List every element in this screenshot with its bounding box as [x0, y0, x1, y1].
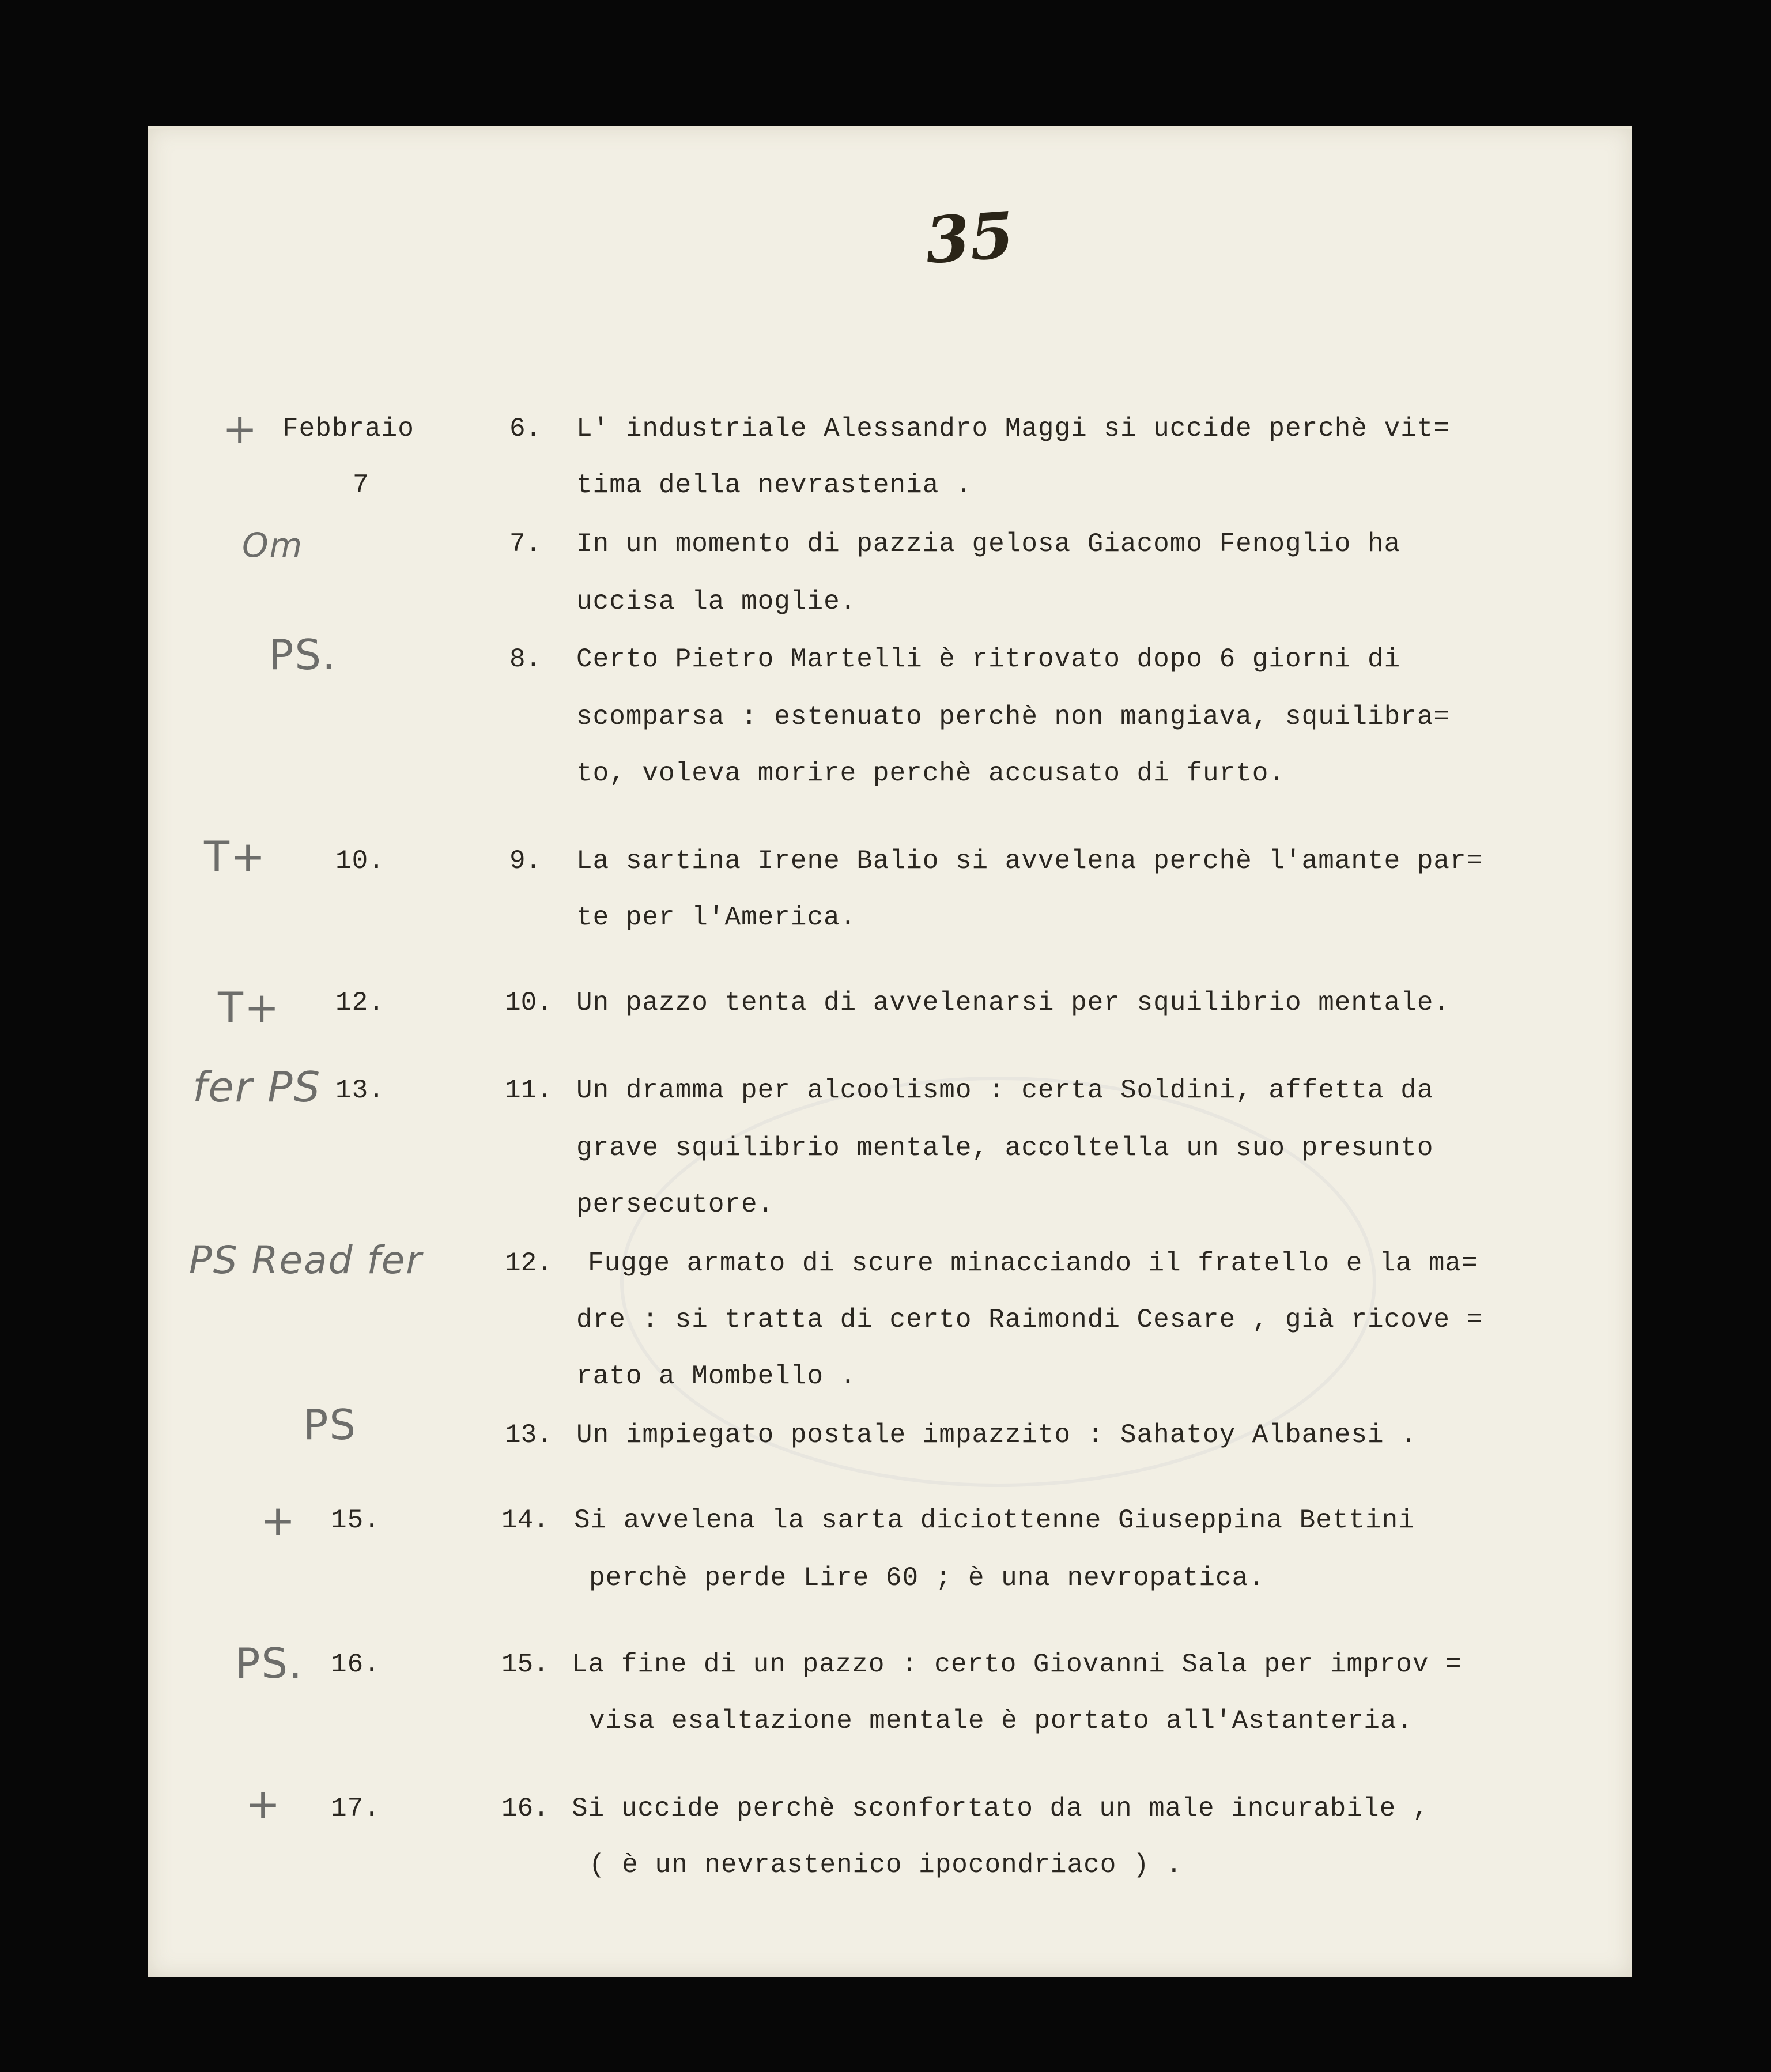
margin-annotation: fer PS [192, 1063, 322, 1111]
margin-annotation: PS. [269, 631, 337, 679]
margin-annotation: PS. [235, 1639, 304, 1688]
entry-text-line: tima della nevrastenia . [576, 470, 972, 500]
entry-number: 11. [505, 1075, 553, 1105]
date-label: 16. [331, 1650, 380, 1680]
entry-text-line: In un momento di pazzia gelosa Giacomo Fenoglio ha [576, 529, 1401, 559]
entry-number: 13. [505, 1420, 553, 1450]
margin-annotation: PS [303, 1401, 357, 1449]
entry-number: 8. [509, 644, 542, 674]
margin-annotation: T+ [204, 832, 267, 881]
document-page [148, 126, 1632, 1977]
entry-number: 15. [501, 1650, 549, 1680]
entry-text-line: Un pazzo tenta di avvelenarsi per squilibrio mentale. [576, 988, 1451, 1018]
entry-text-line: visa esaltazione mentale è portato all'Astanteria. [589, 1706, 1414, 1736]
page-number: 35 [923, 197, 1017, 278]
date-label: Febbraio [282, 414, 414, 444]
entry-text-line: perchè perde Lire 60 ; è una nevropatica. [589, 1563, 1265, 1593]
date-label: 13. [335, 1075, 385, 1105]
entry-text-line: Fugge armato di scure minacciando il fratello e la ma= [588, 1248, 1478, 1278]
date-label: 10. [335, 846, 385, 876]
entry-number: 12. [505, 1248, 553, 1278]
entry-number: 16. [501, 1794, 549, 1824]
entry-text-line: rato a Mombello . [576, 1361, 857, 1391]
entry-text-line: Un impiegato postale impazzito : Sahatoy Albanesi . [576, 1420, 1417, 1450]
margin-annotation: T+ [218, 983, 281, 1032]
entry-text-line: scomparsa : estenuato perchè non mangiava, squilibra= [576, 702, 1451, 732]
entry-text-line: te per l'America. [576, 903, 857, 933]
entry-text-line: ( è un nevrastenico ipocondriaco ) . [589, 1850, 1183, 1880]
entry-number: 14. [501, 1505, 549, 1535]
entry-number: 10. [505, 988, 553, 1018]
entry-text-line: uccisa la moglie. [576, 587, 857, 617]
entry-text-line: dre : si tratta di certo Raimondi Cesare , già ricove = [576, 1305, 1483, 1335]
date-label: 15. [331, 1505, 380, 1535]
entry-text-line: La sartina Irene Balio si avvelena perchè l'amante par= [576, 846, 1483, 876]
margin-annotation: + [246, 1780, 282, 1828]
entry-number: 7. [509, 529, 542, 559]
entry-text-line: L' industriale Alessandro Maggi si uccide perchè vit= [576, 414, 1451, 444]
entry-text-line: La fine di un pazzo : certo Giovanni Sala per improv = [572, 1650, 1462, 1680]
entry-text-line: Certo Pietro Martelli è ritrovato dopo 6 giorni di [576, 644, 1401, 674]
entry-text-line: grave squilibrio mentale, accoltella un suo presunto [576, 1133, 1434, 1163]
entry-number: 9. [509, 846, 542, 876]
entry-text-line: Si uccide perchè sconfortato da un male incurabile , [572, 1794, 1429, 1824]
date-label: 7 [353, 470, 369, 500]
margin-annotation: + [222, 405, 259, 453]
margin-annotation: PS Read fer [189, 1238, 423, 1282]
date-label: 12. [335, 988, 385, 1018]
entry-text-line: Un dramma per alcoolismo : certa Soldini, affetta da [576, 1075, 1434, 1105]
entry-text-line: to, voleva morire perchè accusato di furto. [576, 758, 1285, 788]
margin-annotation: Om [242, 526, 304, 565]
entry-text-line: persecutore. [576, 1190, 775, 1220]
date-label: 17. [331, 1794, 380, 1824]
entry-number: 6. [509, 414, 542, 444]
entry-text-line: Si avvelena la sarta diciottenne Giuseppina Bettini [574, 1505, 1415, 1535]
margin-annotation: + [260, 1496, 297, 1545]
